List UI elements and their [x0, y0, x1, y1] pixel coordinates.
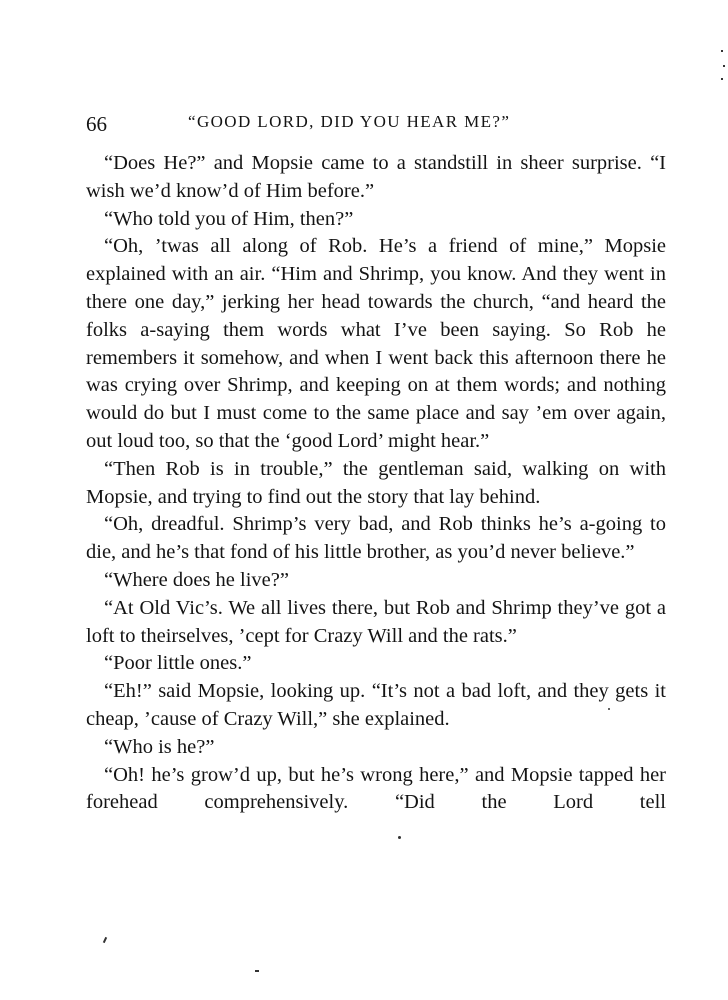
paragraph: “Oh, ’twas all along of Rob. He’s a friend of mine,” Mopsie explained with an air. “Him and Shrimp, you know. And they went in there one day,” jerking her head towards the church, “and heard the folks a-saying them words what I’ve been saying. So Rob he remembers it somehow, and when I went back this afternoon there he was crying over Shrimp, and keeping on at them words; and nothing would do but I must come to the same place and say ’em over again, out loud too, so that the ‘good Lord’ might hear.” — [86, 235, 666, 452]
paragraph: “Oh, dreadful. Shrimp’s very bad, and Rob thinks he’s a-going to die, and he’s that fond of his little brother, as you’d never believe.” — [86, 513, 666, 564]
body-text — [86, 150, 666, 817]
paragraph: “Does He?” and Mopsie came to a standstill in sheer surprise. “I wish we’d know’d of Him before.” — [86, 152, 666, 202]
print-speck — [608, 708, 610, 710]
running-head — [86, 112, 666, 138]
paragraph: “Then Rob is in trouble,” the gentleman said, walking on with Mopsie, and trying to find out the story that lay behind. — [86, 457, 666, 508]
paragraph: “Eh!” said Mopsie, looking up. “It’s not a bad loft, and they gets it cheap, ’cause of Crazy Will,” she explained. — [86, 680, 666, 730]
paragraph: “Poor little ones.” — [104, 652, 252, 675]
print-speck — [103, 937, 107, 943]
paragraph-continued: “Oh! he’s grow’d up, but he’s wrong here,” and Mopsie tapped her forehead comprehensively. “Did the Lord tell — [86, 763, 666, 814]
paragraph: “Who told you of Him, then?” — [104, 207, 354, 230]
paragraph: “Where does he live?” — [104, 568, 289, 591]
print-speck — [255, 970, 259, 972]
print-speck — [398, 836, 401, 839]
page-number: 66 — [86, 112, 107, 136]
paragraph: “Who is he?” — [104, 735, 215, 758]
edge-speck — [721, 50, 723, 52]
paragraph: “At Old Vic’s. We all lives there, but Rob and Shrimp they’ve got a loft to theirselves, ’cept for Crazy Will and the rats.” — [86, 596, 666, 647]
edge-speck — [721, 78, 723, 80]
running-title: “GOOD LORD, DID YOU HEAR ME?” — [188, 112, 511, 131]
edge-speck — [723, 65, 725, 67]
